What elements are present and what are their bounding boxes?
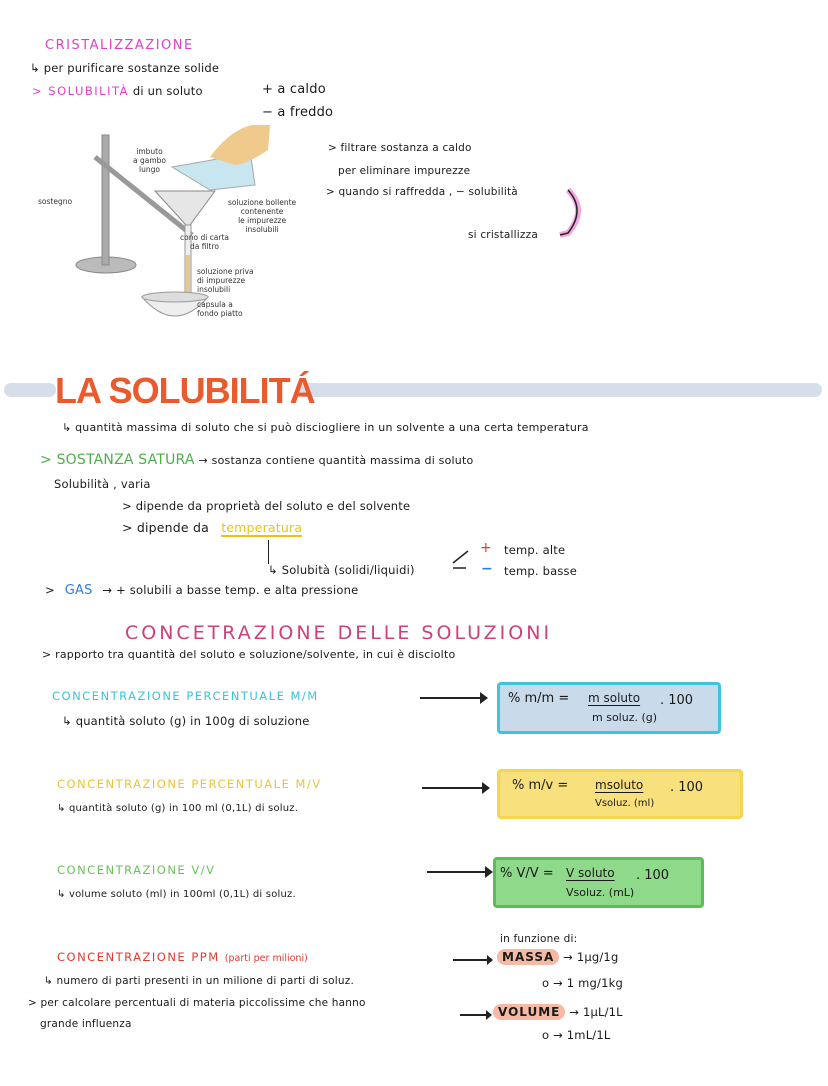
formula-multiplier: . 100 — [636, 868, 670, 883]
formula-multiplier: . 100 — [660, 693, 694, 708]
dipende-temperatura — [122, 520, 302, 535]
branch-line — [268, 540, 269, 564]
formula-denominator: Vsoluz. (mL) — [566, 886, 635, 899]
formula-denominator: Vsoluz. (ml) — [595, 798, 655, 809]
formula-lhs: % V/V = — [500, 866, 554, 881]
note-raffredda: > quando si raffredda , − solubilità — [326, 186, 518, 198]
formula-numerator: m soluto — [588, 691, 641, 705]
curved-arrow-icon — [540, 185, 590, 245]
solubilita-line — [32, 84, 203, 98]
plus-sign: + — [480, 540, 492, 556]
arrowhead-icon — [482, 782, 490, 794]
formula-numerator: msoluto — [595, 778, 644, 792]
branch-fork-icon — [450, 548, 476, 574]
ppm-use: > per calcolare percentuali di materia piccolissime che hanno — [28, 997, 366, 1009]
plus-caldo: + a caldo — [262, 82, 326, 97]
purpose-text: ↳ per purificare sostanze solide — [30, 61, 220, 75]
formula-box-mm — [497, 682, 721, 734]
minus-sign: − — [481, 561, 493, 577]
branch-text: ↳ Solubità (solidi/liquidi) — [268, 563, 415, 577]
mm-title: CONCENTRAZIONE PERCENTUALE M/M — [52, 689, 319, 703]
dipende-proprieta: > dipende da proprietà del soluto e del solvente — [122, 499, 411, 513]
formula-denominator: m soluz. (g) — [592, 711, 658, 724]
arrow-icon — [427, 871, 487, 873]
formula-box-vv — [493, 857, 704, 908]
note-filtrare: > filtrare sostanza a caldo — [328, 142, 472, 154]
volume-value-1: → 1µL/1L — [569, 1005, 623, 1019]
satura-line — [40, 452, 473, 468]
massa-row — [497, 950, 618, 964]
filtration-diagram — [40, 125, 310, 335]
arrow-icon — [453, 959, 489, 961]
formula-numerator: V soluto — [566, 866, 615, 880]
arrowhead-icon — [486, 1010, 492, 1020]
volume-value-2: o → 1mL/1L — [542, 1028, 611, 1042]
ppm-title — [57, 950, 308, 964]
mv-desc: ↳ quantità soluto (g) in 100 ml (0,1L) di soluz. — [57, 803, 299, 814]
ppm-title-main: CONCENTRAZIONE PPM — [57, 950, 220, 964]
vv-desc: ↳ volume soluto (ml) in 100ml (0,1L) di soluz. — [57, 889, 296, 900]
solubilita-definition: ↳ quantità massima di soluto che si può disciogliere in un solvente a una certa temperatura — [62, 421, 589, 434]
solubilita-label: > SOLUBILITÀ — [32, 84, 129, 98]
massa-pill: MASSA — [497, 949, 559, 965]
arrowhead-icon — [487, 955, 493, 965]
label-sostegno: sostegno — [38, 197, 73, 206]
temp-alte: temp. alte — [504, 543, 566, 557]
title-band-right — [296, 383, 822, 397]
formula-lhs: % m/m = — [508, 691, 570, 706]
gas-text: → + solubili a basse temp. e alta pressione — [102, 583, 359, 597]
formula-box-mv — [497, 769, 743, 819]
massa-value-1: → 1µg/1g — [563, 950, 619, 964]
volume-row — [493, 1005, 623, 1019]
arrow-icon — [420, 697, 482, 699]
ppm-title-small: (parti per milioni) — [224, 953, 308, 964]
solubilita-varia: Solubilità , varia — [54, 477, 151, 491]
gas-prefix: > — [45, 583, 55, 597]
arrowhead-icon — [480, 692, 488, 704]
vv-title: CONCENTRAZIONE V/V — [57, 863, 216, 877]
satura-label: > SOSTANZA SATURA — [40, 452, 195, 468]
label-soluzione-bollente: soluzione bollente contenente le impurezze insolubili — [228, 198, 297, 234]
funzione-label: in funzione di: — [500, 933, 578, 945]
ppm-desc: ↳ numero di parti presenti in un milione di parti di soluz. — [44, 975, 355, 987]
label-capsula: capsula a fondo piatto — [197, 300, 243, 318]
gas-label: GAS — [64, 583, 93, 598]
dipende-prefix: > dipende da — [122, 520, 209, 535]
section-title-solubilita: LA SOLUBILITÁ — [55, 370, 315, 411]
gas-line — [45, 583, 358, 598]
label-imbuto: imbuto a gambo lungo — [133, 147, 166, 174]
note-eliminare: per eliminare impurezze — [338, 165, 471, 177]
temperatura-highlight: temperatura — [221, 520, 303, 535]
label-soluzione-priva: soluzione priva di impurezze insolubili — [197, 267, 254, 294]
title-band-left — [4, 383, 56, 397]
formula-multiplier: . 100 — [670, 780, 704, 795]
concentrazione-intro: > rapporto tra quantità del soluto e soluzione/solvente, in cui è disciolto — [42, 648, 456, 661]
arrowhead-icon — [485, 866, 493, 878]
formula-lhs: % m/v = — [512, 778, 569, 793]
solubilita-rest: di un soluto — [132, 84, 203, 98]
mm-desc: ↳ quantità soluto (g) in 100g di soluzione — [62, 714, 310, 728]
arrow-icon — [460, 1014, 488, 1016]
minus-freddo: − a freddo — [262, 105, 334, 120]
volume-pill: VOLUME — [493, 1004, 565, 1020]
note-cristallizza: si cristallizza — [468, 229, 538, 241]
section-title-concentrazione: CONCETRAZIONE DELLE SOLUZIONI — [125, 622, 553, 644]
section-title-cristallizzazione: CRISTALIZZAZIONE — [45, 38, 194, 53]
satura-text: → sostanza contiene quantità massima di soluto — [198, 454, 474, 467]
temp-basse: temp. basse — [504, 564, 578, 578]
mv-title: CONCENTRAZIONE PERCENTUALE M/V — [57, 777, 322, 791]
label-cono: cono di carta da filtro — [180, 233, 230, 251]
massa-value-2: o → 1 mg/1kg — [542, 976, 624, 990]
arrow-icon — [422, 787, 484, 789]
ppm-use-2: grande influenza — [40, 1018, 132, 1030]
